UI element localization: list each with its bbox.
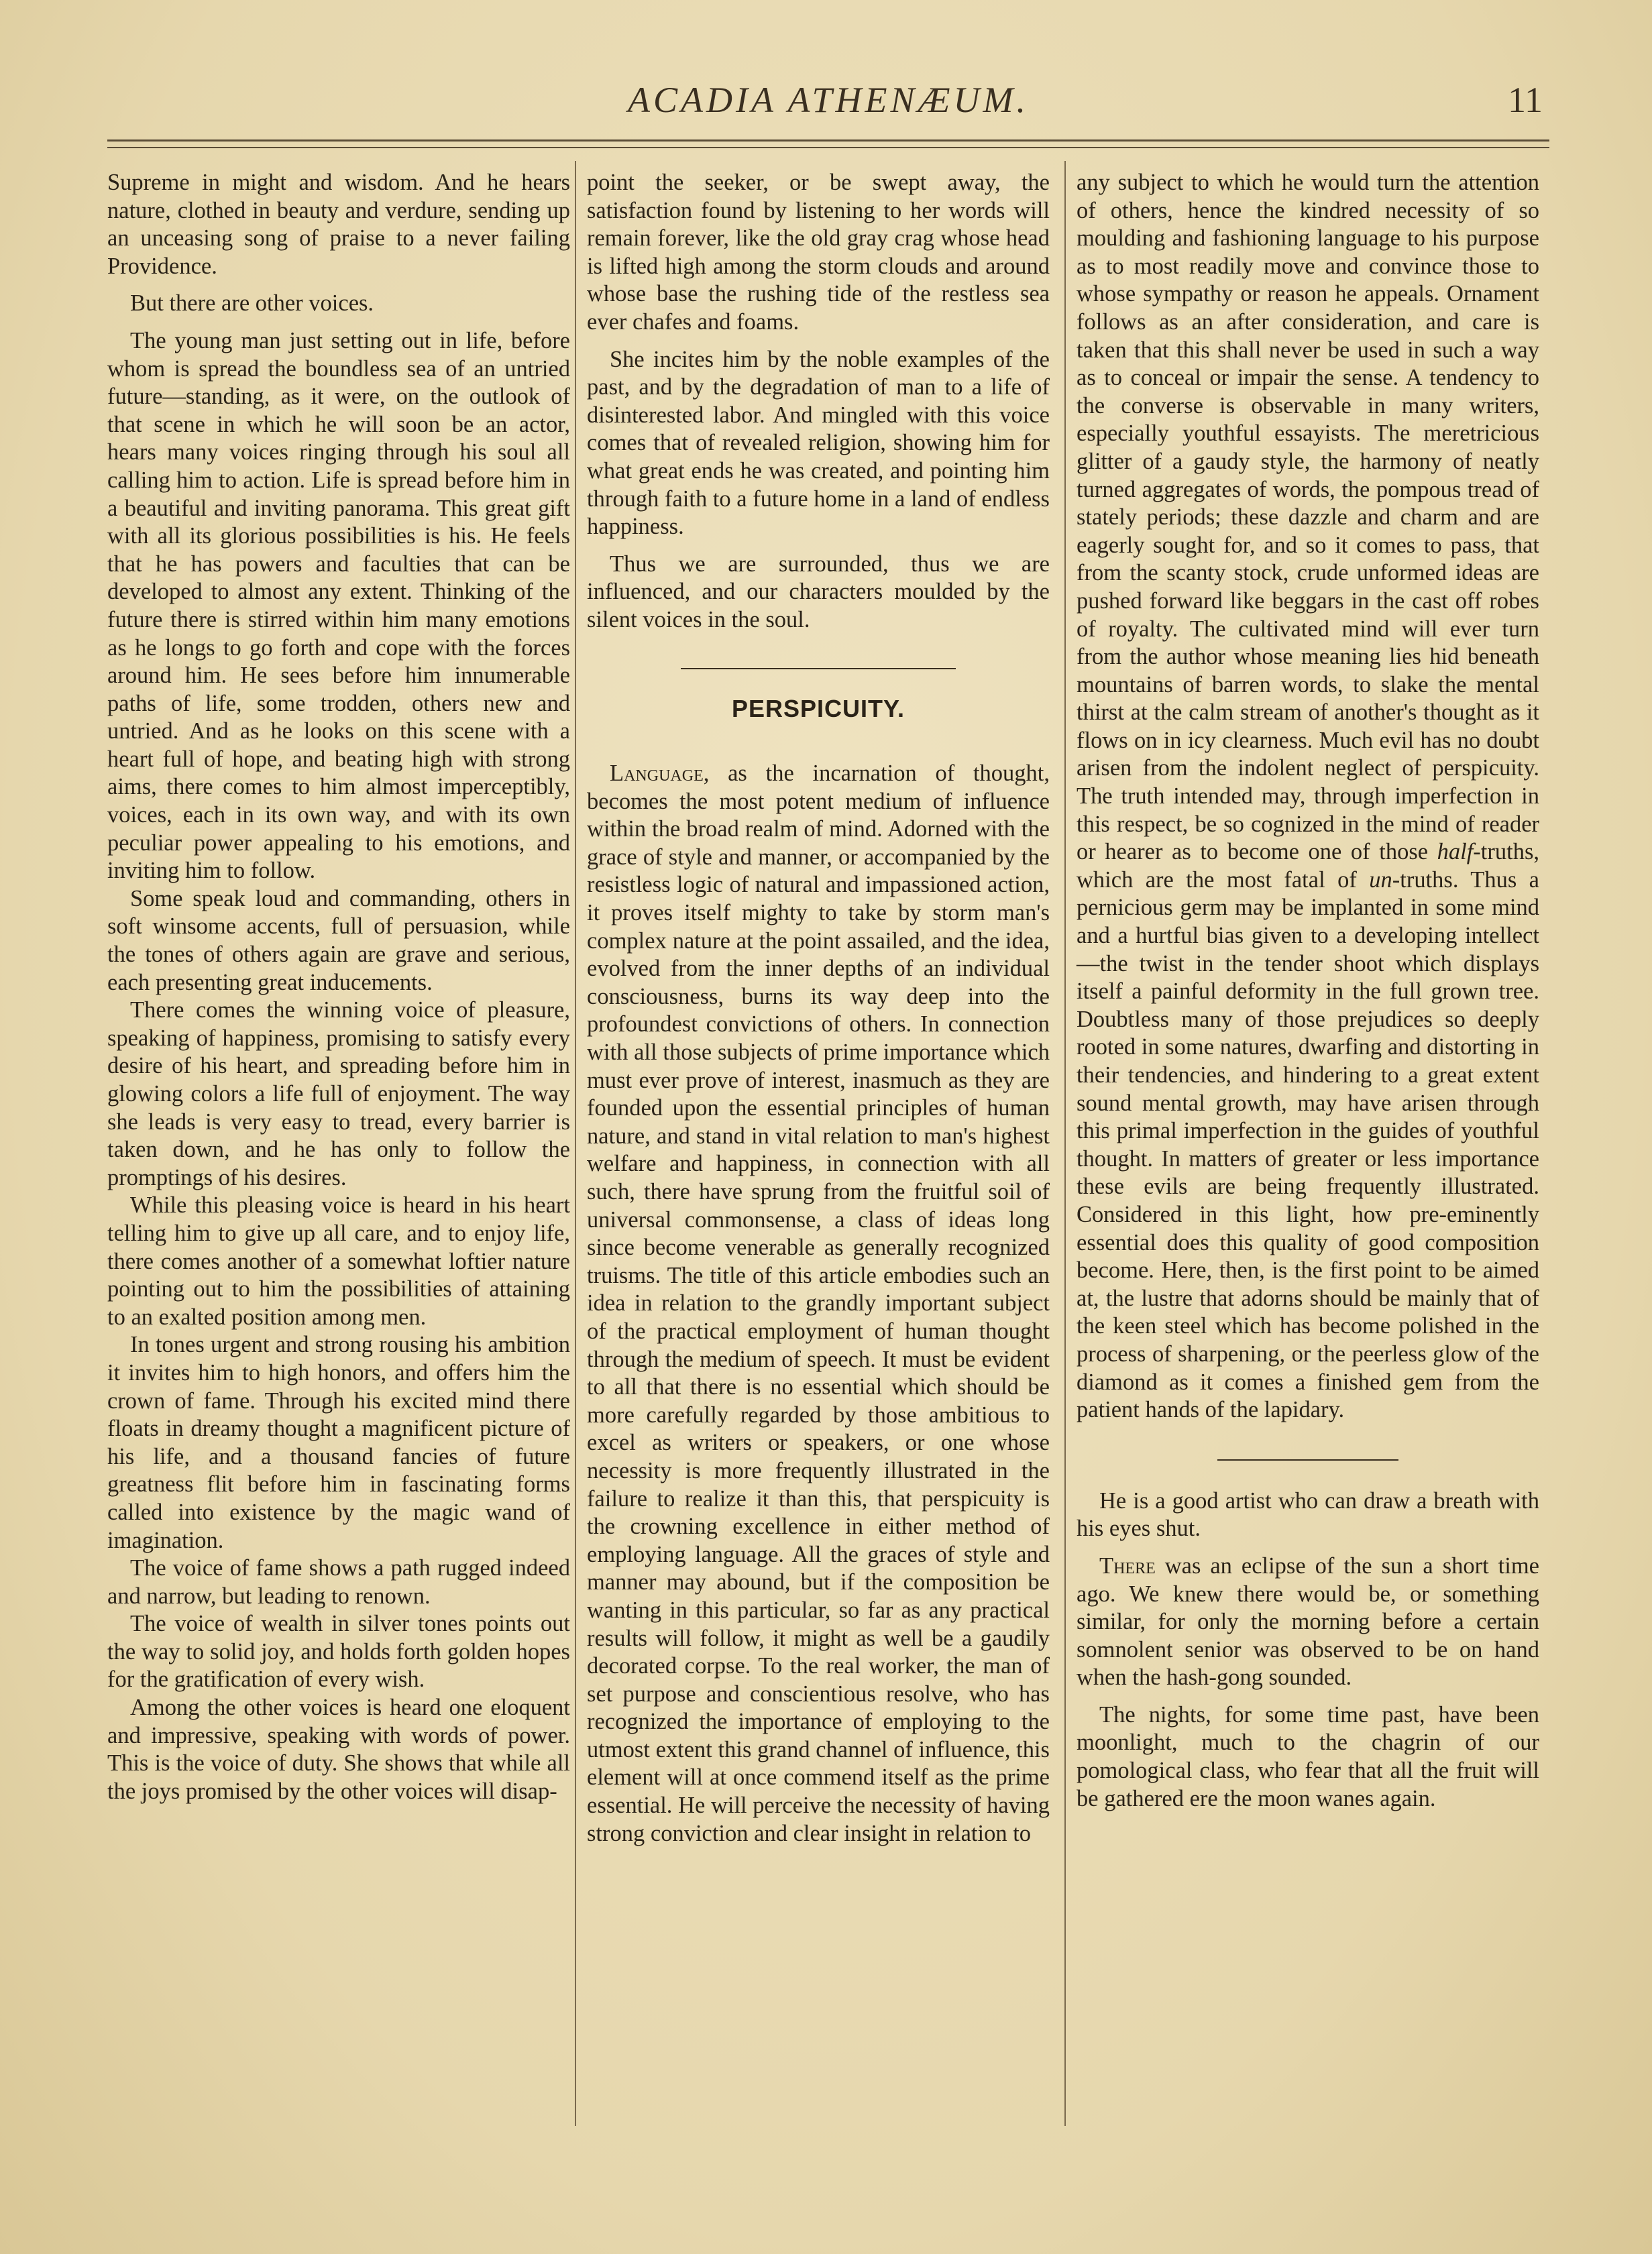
paragraph: point the seeker, or be swept away, the satisfaction found by listening to her words will remain forever, like the old gray crag whose head is lifted high among the storm clouds and around whose base the rushing tide of the restless sea ever chafes and foams. <box>587 170 1050 335</box>
page-number: 11 <box>1508 80 1543 120</box>
paragraph: While this pleasing voice is heard in his heart telling him to give up all care, and to enjoy life, there comes another of a somewhat loftier nature pointing out to him the possibilities of attaining to an exalted position among men. <box>107 1192 570 1330</box>
paragraph: He is a good artist who can draw a breath with his eyes shut. <box>1077 1487 1539 1542</box>
column-2 <box>587 169 1050 2114</box>
italic-text: half <box>1437 839 1474 865</box>
column-divider <box>575 161 576 2126</box>
paragraph: Thus we are surrounded, thus we are influenced, and our characters moulded by the silent voices in the soul. <box>587 551 1050 632</box>
paragraph-text: -truths, which are the most fatal of <box>1077 839 1539 893</box>
paragraph: In tones urgent and strong rousing his ambition it invites him to high honors, and offers him the crown of fame. Through his excited mind there floats in dreamy thought a magnificent picture of his life, and a thousand fancies of future greatness flit before him in fascinating forms called into existence by the magic wand of imagination. <box>107 1332 570 1553</box>
paragraph: Among the other voices is heard one eloquent and impressive, speaking with words of power. This is the voice of duty. She shows that while all the joys promised by the other voices will disap- <box>107 1695 570 1804</box>
column-divider <box>1064 161 1066 2126</box>
section-rule <box>1217 1459 1398 1461</box>
article-title: PERSPICUITY. <box>731 694 905 722</box>
page-header <box>107 79 1549 133</box>
paragraph: There comes the winning voice of pleasure, speaking of happiness, promising to satisfy every desire of his heart, and spreading before him in glowing colors a life full of enjoyment. The way she leads is very easy to tread, every barrier is taken down, and he has only to follow the promptings of his desires. <box>107 997 570 1190</box>
running-head: ACADIA ATHENÆUM. <box>627 80 1029 120</box>
paragraph <box>587 760 1050 1848</box>
lead-word: There <box>1099 1553 1156 1579</box>
paragraph-text: any subject to which he would turn the attention of others, hence the kindred necessity of so moulding and fashioning language to his purpose as to most readily move and convince those to whose sympathy or reason he appeals. Ornament follows as an after consideration, and care is taken that this shall never be used in such a way as to conceal or impair the sense. A tendency to the converse is observable in many writers, especially youthful essayists. The meretricious glitter of a gaudy style, the harmony of neatly turned aggregates of words, the pompous tread of stately periods; these dazzle and charm and are eagerly sought for, and so it comes to pass, that from the scanty stock, crude unformed ideas are pushed forward like beggars in the cast off robes of royalty. The cultivated mind will ever turn from the author whose meaning lies hid beneath mountains of barren words, to slake the mental thirst at the calm stream of another's thought as it flows on in icy clearness. Much evil has no doubt arisen from the indolent neglect of perspicuity. The truth intended may, through imperfection in this respect, be so cognized in the mind of reader or hearer as to become one of those <box>1077 170 1539 865</box>
paragraph: The voice of fame shows a path rugged indeed and narrow, but leading to renown. <box>107 1555 570 1609</box>
paragraph: The voice of wealth in silver tones points out the way to solid joy, and holds forth golden hopes for the gratification of every wish. <box>107 1611 570 1693</box>
header-rule-thick <box>107 139 1549 142</box>
paragraph <box>1077 169 1539 1424</box>
paragraph: But there are other voices. <box>130 290 374 317</box>
italic-text: un <box>1369 866 1392 893</box>
paragraph: Supreme in might and wisdom. And he hears nature, clothed in beauty and verdure, sending up an unceasing song of praise to a never failing Providence. <box>107 170 570 279</box>
paragraph-text: was an eclipse of the sun a short time ago. We knew there would be, or something similar, for only the morning before a certain somnolent senior was observed to be on hand when the hash-gong sounded. <box>1077 1553 1539 1691</box>
paragraph-text: -truths. Thus a pernicious germ may be implanted in some mind and a hurtful bias given to a developing intellect—the twist in the tender shoot which displays itself a painful deformity in the full grown tree. Doubtless many of those prejudices so deeply rooted in some natures, dwarfing and distorting in their tendencies, and hindering to a great extent sound mental growth, may have arisen through this primal imperfection in the guides of youthful thought. In matters of greater or less importance these evils are being frequently illustrated. Considered in this light, how pre-eminently essential does this quality of good composition become. Here, then, is the first point to be aimed at, the lustre that adorns should be mainly that of the keen steel which has become polished in the process of sharpening, or the peerless glow of the diamond as it comes a finished gem from the patient hands of the lapidary. <box>1077 866 1539 1423</box>
paragraph: She incites him by the noble examples of the past, and by the degradation of man to a life of disinterested labor. And mingled with this voice comes that of revealed religion, showing him for what great ends he was created, and pointing him through faith to a future home in a land of endless happiness. <box>587 346 1050 540</box>
paragraph-text: as the incarnation of thought, becomes the most potent medium of influence within the broad realm of mind. Adorned with the grace of style and manner, or accompanied by the resistless logic of natural and impassioned action, it proves itself mighty to take by storm man's complex nature at the point assailed, and the idea, evolved from the inner depths of an individual consciousness, burns its way deep into the profoundest convictions of others. In connection with all those subjects of prime importance which must ever prove of interest, inasmuch as they are founded upon the essential principles of human nature, and stand in vital relation to man's highest welfare and happiness, in connection with all such, there have sprung from the fruitful soil of universal commonsense, a class of ideas long since become venerable as generally recognized truisms. The title of this article embodies such an idea in relation to the grandly important subject of the practical employment of human thought through the medium of speech. It must be evident to all that there is no essential which should be more carefully regarded by those ambitious to excel as writers or speakers, or one whose necessity is more frequently illustrated in the failure to realize it than this, that perspicuity is the crowning excellence in either method of employing language. All the graces of style and manner may abound, but if the composition be wanting in this particular, so far as any practical results will follow, it might as well be a gaudily decorated corpse. To the real worker, the man of set purpose and conscientious resolve, who has recognized the importance of employing to the utmost extent this grand channel of influence, this element will at once commend itself as the prime essential. He will perceive the necessity of having strong conviction and clear insight in relation to <box>587 760 1050 1846</box>
column-3 <box>1077 169 1539 2114</box>
paragraph: Some speak loud and commanding, others in soft winsome accents, full of persuasion, while the tones of others again are grave and serious, each presenting great inducements. <box>107 885 570 995</box>
section-rule <box>681 668 956 669</box>
paragraph <box>1077 1553 1539 1692</box>
paragraph: The nights, for some time past, have been moonlight, much to the chagrin of our pomological class, who fear that all the fruit will be gathered ere the moon wanes again. <box>1077 1701 1539 1811</box>
header-rule-thin <box>107 147 1549 148</box>
paragraph: The young man just setting out in life, before whom is spread the boundless sea of an untried future—standing, as it were, on the outlook of that scene in which he will soon be an actor, hears many voices ringing through his soul all calling him to action. Life is spread before him in a beautiful and inviting panorama. This great gift with all its glorious possibilities is his. He feels that he has powers and faculties that can be developed to almost any extent. Thinking of the future there is stirred within him many emotions as he longs to go forth and cope with the forces around him. He sees before him innumerable paths of life, some trodden, others new and untried. And as he looks on this scene with a heart full of hope, and beating high with strong aims, there comes to him almost imperceptibly, voices, each in its own way, and with its own peculiar power appealing to his emotions, and inviting him to follow. <box>107 327 570 884</box>
column-1 <box>107 169 570 2114</box>
lead-word: Language, <box>610 760 710 787</box>
